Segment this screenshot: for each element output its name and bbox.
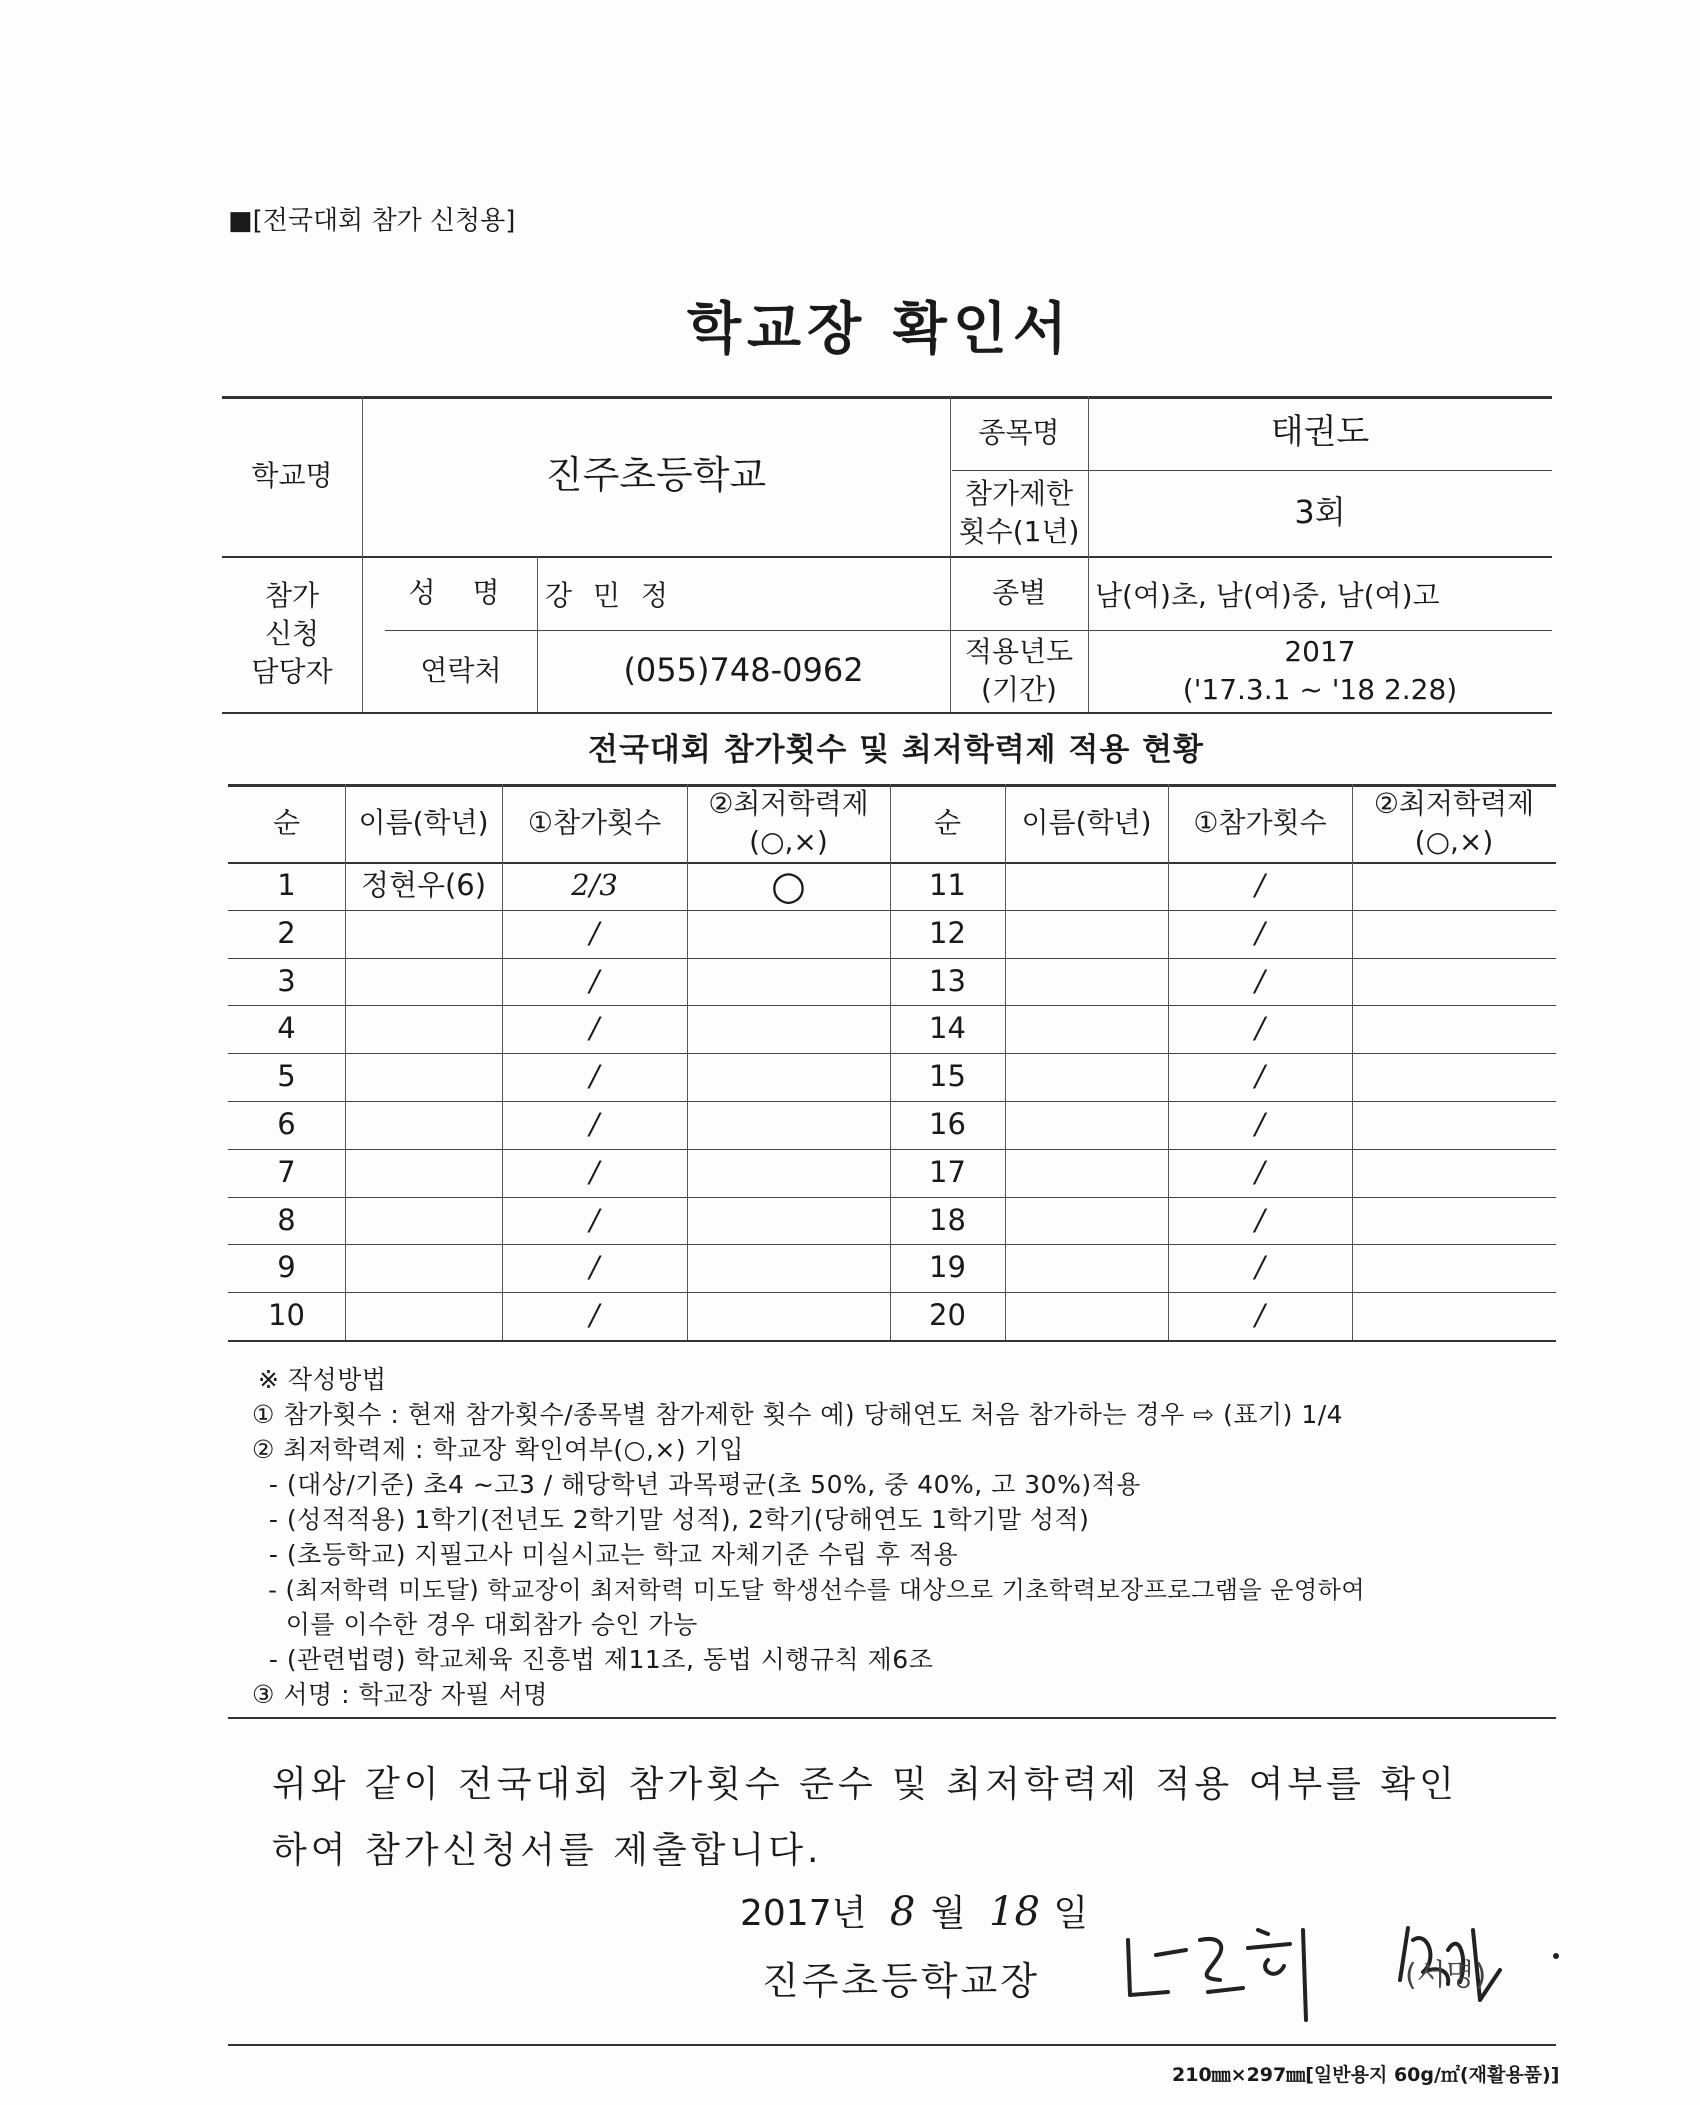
year-value-year: 2017 — [1284, 635, 1356, 669]
cell-count: / — [1255, 1155, 1265, 1190]
cell-name — [1005, 1149, 1168, 1197]
year-value-period: ('17.3.1 ~ '18 2.28) — [1182, 673, 1458, 706]
cell-name — [1005, 910, 1168, 958]
cell-count: / — [1255, 1059, 1265, 1094]
instruction-line: - (최저학력 미도달) 학교장이 최저학력 미도달 학생선수를 대상으로 기초학력보장프로그램을 운영하여 — [252, 1576, 1366, 1604]
cell-no: 14 — [929, 1011, 966, 1046]
header-count-right: ①참가횟수 — [1193, 806, 1327, 840]
contact-value: (055)748-0962 — [623, 651, 864, 690]
cell-no: 10 — [268, 1298, 305, 1333]
manager-name-value: 강 민 정 — [545, 579, 674, 612]
cell-count: / — [1255, 916, 1265, 951]
document-title: 학교장 확인서 — [686, 297, 1074, 362]
cell-no: 4 — [277, 1011, 296, 1046]
cell-no: 18 — [929, 1203, 966, 1238]
cell-count: / — [1255, 1011, 1265, 1046]
cell-name — [1005, 1053, 1168, 1101]
cell-count: / — [589, 1203, 600, 1238]
cell-min — [1352, 1149, 1556, 1197]
header-no-right: 순 — [933, 806, 962, 840]
cell-no: 8 — [277, 1203, 296, 1238]
limit-label — [950, 470, 1088, 556]
instruction-line: - (초등학교) 지필고사 미실시교는 학교 자체기준 수립 후 적용 — [252, 1540, 959, 1569]
category-label: 종별 — [991, 576, 1047, 610]
date-month-unit: 월 — [930, 1893, 966, 1934]
header-name-left: 이름(학년) — [358, 806, 489, 840]
date-day-unit: 일 — [1053, 1893, 1089, 1934]
form-type-label: ■[전국대회 참가 신청용] — [228, 206, 516, 236]
cell-name — [345, 1005, 502, 1053]
cell-count: / — [589, 1155, 600, 1190]
principal-label: 진주초등학교장 — [762, 1959, 1040, 2003]
cell-min — [1352, 1005, 1556, 1053]
cell-min — [1352, 1244, 1556, 1292]
handwritten-signature — [1108, 1900, 1568, 2030]
date-year: 2017년 — [740, 1893, 867, 1934]
cell-no: 2 — [277, 916, 296, 951]
header-min-left — [687, 784, 890, 862]
cell-no: 17 — [929, 1155, 966, 1190]
cell-min — [687, 1197, 890, 1245]
cell-name — [1005, 1101, 1168, 1149]
cell-count: 2/3 — [571, 868, 618, 903]
cell-name — [345, 1053, 502, 1101]
cell-count: / — [589, 964, 600, 999]
instruction-line: ③ 서명 : 학교장 자필 서명 — [252, 1680, 548, 1709]
school-name-value: 진주초등학교 — [545, 453, 767, 498]
cell-no: 15 — [929, 1059, 966, 1094]
cell-count: / — [589, 1107, 600, 1142]
cell-count: / — [589, 916, 600, 951]
cell-no: 5 — [277, 1059, 296, 1094]
year-label — [950, 630, 1088, 712]
instruction-line: - (관련법령) 학교체육 진흥법 제11조, 동법 시행규칙 제6조 — [252, 1645, 934, 1674]
submission-date — [740, 1885, 1088, 1936]
cell-count: / — [1255, 1298, 1265, 1333]
cell-min — [687, 1053, 890, 1101]
school-name-label: 학교명 — [251, 459, 333, 493]
header-min-left-line1: ②최저학력제 — [708, 787, 869, 821]
cell-name — [345, 910, 502, 958]
instruction-line: ② 최저학력제 : 학교장 확인여부(○,×) 기입 — [252, 1435, 744, 1464]
cell-min — [687, 910, 890, 958]
year-label-line2: (기간) — [981, 673, 1057, 706]
cell-min — [1352, 862, 1556, 910]
status-title: 전국대회 참가횟수 및 최저학력제 적용 현황 — [588, 732, 1204, 768]
header-min-left-line2: (○,×) — [749, 825, 828, 858]
cell-min: ○ — [771, 863, 806, 909]
cell-min — [1352, 1053, 1556, 1101]
paper-spec: 210㎜×297㎜[일반용지 60g/㎡(재활용품)] — [1172, 2064, 1560, 2086]
manager-label-line3: 담당자 — [251, 654, 333, 688]
cell-min — [1352, 958, 1556, 1006]
cell-min — [687, 1149, 890, 1197]
cell-count: / — [1255, 1107, 1265, 1142]
cell-min — [687, 958, 890, 1006]
header-min-right-line1: ②최저학력제 — [1373, 787, 1535, 821]
manager-label — [222, 556, 362, 712]
cell-min — [687, 1005, 890, 1053]
cell-count: / — [589, 1250, 600, 1285]
header-no-left: 순 — [272, 806, 301, 840]
limit-label-line1: 참가제한 — [964, 477, 1074, 511]
cell-min — [1352, 1197, 1556, 1245]
sport-label: 종목명 — [978, 416, 1060, 450]
contact-label: 연락처 — [420, 654, 502, 688]
cell-name — [345, 1244, 502, 1292]
cell-no: 20 — [929, 1298, 966, 1333]
cell-count: / — [1255, 1250, 1265, 1285]
cell-name: 정현우(6) — [360, 868, 487, 903]
cell-count: / — [589, 1011, 600, 1046]
cell-count: / — [1255, 868, 1265, 903]
name-label: 성 명 — [408, 576, 514, 610]
cell-min — [687, 1101, 890, 1149]
cell-min — [1352, 1101, 1556, 1149]
header-count-left: ①참가횟수 — [527, 806, 662, 840]
instruction-line: - (성적적용) 1학기(전년도 2학기말 성적), 2학기(당해연도 1학기말 성적) — [252, 1505, 1090, 1534]
header-min-right-line2: (○,×) — [1414, 825, 1494, 858]
cell-no: 7 — [277, 1155, 296, 1190]
limit-label-line2: 횟수(1년) — [958, 515, 1080, 548]
limit-value: 3회 — [1294, 493, 1346, 532]
cell-name — [345, 1292, 502, 1340]
cell-min — [687, 1244, 890, 1292]
date-day: 18 — [989, 1889, 1040, 1935]
year-label-line1: 적용년도 — [964, 635, 1074, 669]
instruction-line: ① 참가횟수 : 현재 참가횟수/종목별 참가제한 횟수 예) 당해연도 처음 참가하는 경우 ⇨ (표기) 1/4 — [252, 1400, 1344, 1429]
cell-no: 9 — [277, 1250, 296, 1285]
cell-name — [1005, 862, 1168, 910]
cell-no: 12 — [929, 916, 966, 951]
sport-value: 태권도 — [1270, 412, 1370, 453]
cell-name — [1005, 1244, 1168, 1292]
cell-name — [345, 1197, 502, 1245]
header-name-right: 이름(학년) — [1021, 806, 1152, 840]
manager-label-line1: 참가 — [264, 579, 320, 613]
cell-name — [345, 1101, 502, 1149]
year-value — [1088, 630, 1552, 712]
cell-min — [687, 1292, 890, 1340]
category-value: 남(여)초, 남(여)중, 남(여)고 — [1095, 579, 1440, 612]
cell-name — [1005, 1197, 1168, 1245]
header-min-right — [1352, 784, 1556, 862]
seal-label: (서명) — [1405, 1958, 1487, 1993]
cell-name — [345, 958, 502, 1006]
date-month: 8 — [889, 1889, 916, 1935]
cell-no: 3 — [277, 964, 296, 999]
instruction-line: - (대상/기준) 초4 ~고3 / 해당학년 과목평균(초 50%, 중 40%, 고 30%)적용 — [252, 1470, 1141, 1499]
statement-line2: 하여 참가신청서를 제출합니다. — [272, 1830, 823, 1871]
cell-no: 1 — [277, 868, 296, 903]
instructions-heading: ※ 작성방법 — [258, 1365, 387, 1394]
cell-min — [1352, 1292, 1556, 1340]
statement-line1: 위와 같이 전국대회 참가횟수 준수 및 최저학력제 적용 여부를 확인 — [272, 1764, 1458, 1805]
cell-count: / — [589, 1298, 600, 1333]
cell-no: 11 — [929, 868, 966, 903]
manager-label-line2: 신청 — [264, 617, 320, 651]
cell-min — [1352, 910, 1556, 958]
cell-no: 16 — [929, 1107, 966, 1142]
cell-no: 6 — [277, 1107, 296, 1142]
cell-name — [345, 1149, 502, 1197]
cell-no: 19 — [929, 1250, 966, 1285]
cell-count: / — [589, 1059, 600, 1094]
cell-name — [1005, 1005, 1168, 1053]
cell-name — [1005, 1292, 1168, 1340]
cell-name — [1005, 958, 1168, 1006]
cell-count: / — [1255, 964, 1265, 999]
instruction-line: 이를 이수한 경우 대회참가 승인 가능 — [252, 1610, 698, 1639]
cell-no: 13 — [929, 964, 966, 999]
cell-count: / — [1255, 1203, 1265, 1238]
